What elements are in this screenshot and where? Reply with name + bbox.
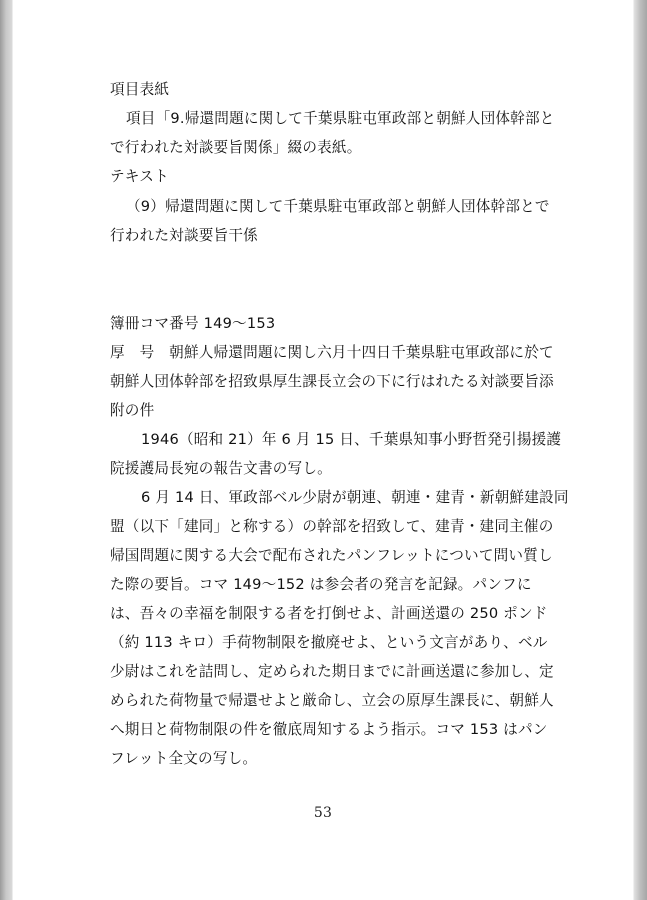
body-line: た際の要旨。コマ 149～152 は参会者の発言を記録。パンフに	[110, 576, 532, 593]
body-line: められた荷物量で帰還せよと厳命し、立会の原厚生課長に、朝鮮人	[110, 692, 554, 709]
document-page	[13, 0, 633, 900]
page-number: 53	[313, 805, 333, 821]
body-line: 朝鮮人団体幹部を招致県厚生課長立会の下に行はれたる対談要旨添	[110, 373, 554, 390]
body-line: 盟（以下「建同」と称する）の幹部を招致して、建青・建同主催の	[110, 518, 554, 535]
section-heading-text: テキスト	[110, 168, 169, 185]
body-line: 少尉はこれを詰問し、定められた期日までに計画送還に参加し、定	[110, 663, 554, 680]
body-line: 6 月 14 日、軍政部ベル少尉が朝連、朝連・建青・新朝鮮建設同	[141, 489, 569, 506]
text-line: 行われた対談要旨干係	[110, 227, 258, 244]
body-line: 1946（昭和 21）年 6 月 15 日、千葉県知事小野哲発引揚援護	[141, 431, 562, 448]
body-line: （約 113 キロ）手荷物制限を撤廃せよ、という文言があり、ベル	[110, 634, 548, 651]
text-line: （9）帰還問題に関して千葉県駐屯軍政部と朝鮮人団体幹部とで	[126, 198, 550, 215]
section-heading-cover: 項目表紙	[110, 81, 170, 98]
frame-number-label: 簿冊コマ番号 149～153	[110, 315, 276, 332]
text-line: で行われた対談要旨関係」綴の表紙。	[110, 139, 362, 156]
body-line: 院援護局長宛の報告文書の写し。	[110, 460, 332, 477]
text-line: 項目「9.帰還問題に関して千葉県駐屯軍政部と朝鮮人団体幹部と	[126, 110, 555, 127]
body-line: 厚 号 朝鮮人帰還問題に関し六月十四日千葉県駐屯軍政部に於て	[110, 344, 554, 361]
body-line: へ期日と荷物制限の件を徹底周知するよう指示。コマ 153 はパン	[110, 721, 548, 738]
body-line: フレット全文の写し。	[110, 750, 258, 767]
body-line: 附の件	[110, 402, 155, 419]
body-line: は、吾々の幸福を制限する者を打倒せよ、計画送還の 250 ポンド	[110, 605, 548, 622]
body-line: 帰国問題に関する大会で配布されたパンフレットについて問い質し	[110, 547, 553, 564]
